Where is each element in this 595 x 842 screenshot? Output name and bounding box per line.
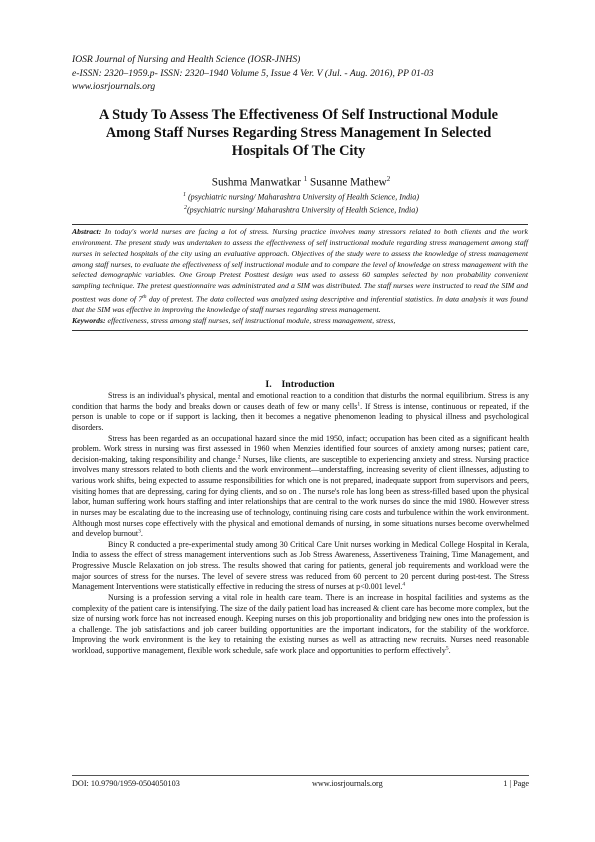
section-number: I. bbox=[265, 379, 272, 390]
abstract-text: In today's world nurses are facing a lot of stress. Nursing practice involves many stressors related to both clients and the work environment. The present study was undertaken to assess the effectiveness of self instructional module regarding stress management among staff nurses in selected hospitals of the city using an evaluative approach. Objectives of the study were to assess the knowledge of stress management among staff nurses, to evaluate the effectiveness of self instructional module and to compare the level of knowledge on stress management with the selected demographic variables. One Group Pretest Posttest design was used to assess 60 samples selected by non probability convenient sampling technique. The pretest questionnaire was administrated and a SIM was distributed. The staff nurses were instructed to read the SIM and posttest was done of 7 bbox=[72, 227, 528, 304]
journal-name: IOSR Journal of Nursing and Health Science (IOSR-JNHS) bbox=[72, 54, 301, 65]
citation-1: 1 bbox=[357, 400, 361, 407]
paragraph-2-text: Stress has been regarded as an occupational hazard since the mid 1950, infact; occupation has been cited as a significant health problem. Work stress in nursing was first assessed in 1960 when Menzies identified four sources of anxiety among nurses; patient care, decision-making, taking responsibility and change. bbox=[72, 433, 529, 464]
page-footer bbox=[72, 775, 529, 788]
author-1-marker: 1 bbox=[303, 175, 308, 183]
citation-4: 4 bbox=[402, 581, 406, 588]
abstract-paragraph bbox=[72, 227, 528, 316]
citation-3: 3 bbox=[138, 528, 141, 535]
affiliation-1 bbox=[72, 190, 530, 203]
affiliations bbox=[72, 190, 530, 215]
paragraph-2-text-mid: Nurses, like clients, are susceptible to experiencing anxiety and stress. Nursing practice involves many stressors related to both clients and the work environment—understaffing, increasing severity of client illnesses, adjusting to various work shifts, being expected to assume responsibilities for which one is not prepared, inadequate support from supervisors and peers, visiting homes that are depressing, caring for dying clients, and so on . The nurse's role has long been as stress-filled based upon the physical labor, human suffering work hours staffing and inter relationships that are central to the work nurses do since the mid 1980. However stress in nurses may be escalating due to the increasing use of technology, continuing rising care costs and turbulence within the work environment. Although most nurses cope effectively with the physical and emotional demands of nursing, in some situations nurses become overwhelmed and develop burnout bbox=[72, 454, 530, 539]
affiliation-1-marker: 1 bbox=[182, 192, 186, 198]
abstract-label: Abstract: bbox=[72, 227, 102, 236]
footer-page-number: 1 | Page bbox=[503, 779, 529, 788]
paragraph-2-text-end: . bbox=[140, 529, 143, 539]
title-line-2: Among Staff Nurses Regarding Stress Management In Selected bbox=[105, 125, 492, 141]
abstract-text-end: day of pretest. The data collected was analyzed using descriptive and inferential statistics. In data analysis it was found that the SIM was effective in improving the knowledge of staff nurses regarding stress management. bbox=[72, 294, 528, 315]
affiliation-1-text: (psychiatric nursing/ Maharashtra University of Health Science, India) bbox=[187, 192, 420, 202]
paragraph-3-text: Bincy R conducted a pre-experimental study among 30 Critical Care Unit nurses working in Medical College Hospital in Kerala, India to assess the effect of stress management interventions such as Job Stress Awareness, Assertiveness Training, Time Management, and Progressive Muscle Relaxation on job stress. The results showed that caring for patients, general job requirements and workload were the major sources of stress for the nurses. The level of severe stress was reduced from 60 percent to 20 percent during post-test. The Stress Management Interventions were statistically effective in reducing the stress of nurses at p<0.001 level. bbox=[72, 539, 529, 592]
introduction-body bbox=[72, 391, 529, 657]
paragraph-1 bbox=[72, 391, 529, 434]
paper-title bbox=[66, 106, 531, 160]
author-2: Susanne Mathew bbox=[310, 176, 387, 189]
section-heading bbox=[72, 379, 528, 390]
citation-2: 2 bbox=[237, 454, 241, 461]
abstract-superscript: th bbox=[142, 294, 147, 301]
journal-header bbox=[72, 53, 532, 94]
abstract-section bbox=[72, 224, 528, 331]
affiliation-2 bbox=[72, 203, 530, 216]
affiliation-2-marker: 2 bbox=[183, 204, 187, 211]
author-2-marker: 2 bbox=[386, 175, 391, 183]
journal-website: www.iosrjournals.org bbox=[72, 81, 156, 92]
journal-issn: e-ISSN: 2320–1959.p- ISSN: 2320–1940 Volume 5, Issue 4 Ver. V (Jul. - Aug. 2016), PP 01-03 bbox=[72, 67, 434, 79]
paragraph-3 bbox=[72, 540, 529, 593]
keywords-label: Keywords: bbox=[72, 316, 106, 326]
paragraph-4-text-end: . bbox=[448, 646, 451, 655]
keywords-text: effectiveness, stress among staff nurses, self instructional module, stress management, stress, bbox=[107, 316, 396, 326]
paragraph-1-text: Stress is an individual's physical, mental and emotional reaction to a condition that disturbs the normal equilibrium. Stress is any condition that harms the body and breaks down or causes death of few or many cells bbox=[72, 391, 529, 411]
keywords-line bbox=[72, 316, 528, 327]
footer-website: www.iosrjournals.org bbox=[312, 779, 383, 788]
title-line-3: Hospitals Of The City bbox=[231, 143, 366, 159]
paragraph-1-text-end: . If Stress is intense, continuous or repeated, if the person is unable to cope or if support is lacking, then it becomes a negative phenomenon leading to physical illness and psychological disorders. bbox=[72, 401, 529, 432]
author-1: Sushma Manwatkar bbox=[211, 176, 301, 189]
footer-doi: DOI: 10.9790/1959-0504050103 bbox=[72, 779, 180, 788]
citation-5: 5 bbox=[445, 645, 449, 652]
paragraph-4 bbox=[72, 593, 529, 657]
paragraph-2 bbox=[72, 434, 529, 540]
title-line-1: A Study To Assess The Effectiveness Of Self Instructional Module bbox=[99, 107, 498, 123]
section-title: Introduction bbox=[281, 379, 335, 390]
affiliation-2-text: (psychiatric nursing/ Maharashtra University of Health Science, India) bbox=[186, 205, 419, 215]
paragraph-4-text: Nursing is a profession serving a vital role in health care team. There is an increase in hospital facilities and systems as the complexity of the patient care is intensifying. The size of the daily patient load has increased & client care has become more complex, but the size of nursing work force has not increased enough. Keeping nurses on this job proportionality and bridging new ones into the profession is a challenge. The job satisfactions and job career building opportunities are the important indicators, for the stability of the workforce. Improving the work environment is the key to retaining the existing nurses as well as attracting new recruits. Nurses need reasonable workload, supportive management, flexible work schedule, safe work place and opportunities to perform effectively bbox=[72, 592, 529, 655]
author-list bbox=[72, 175, 530, 189]
